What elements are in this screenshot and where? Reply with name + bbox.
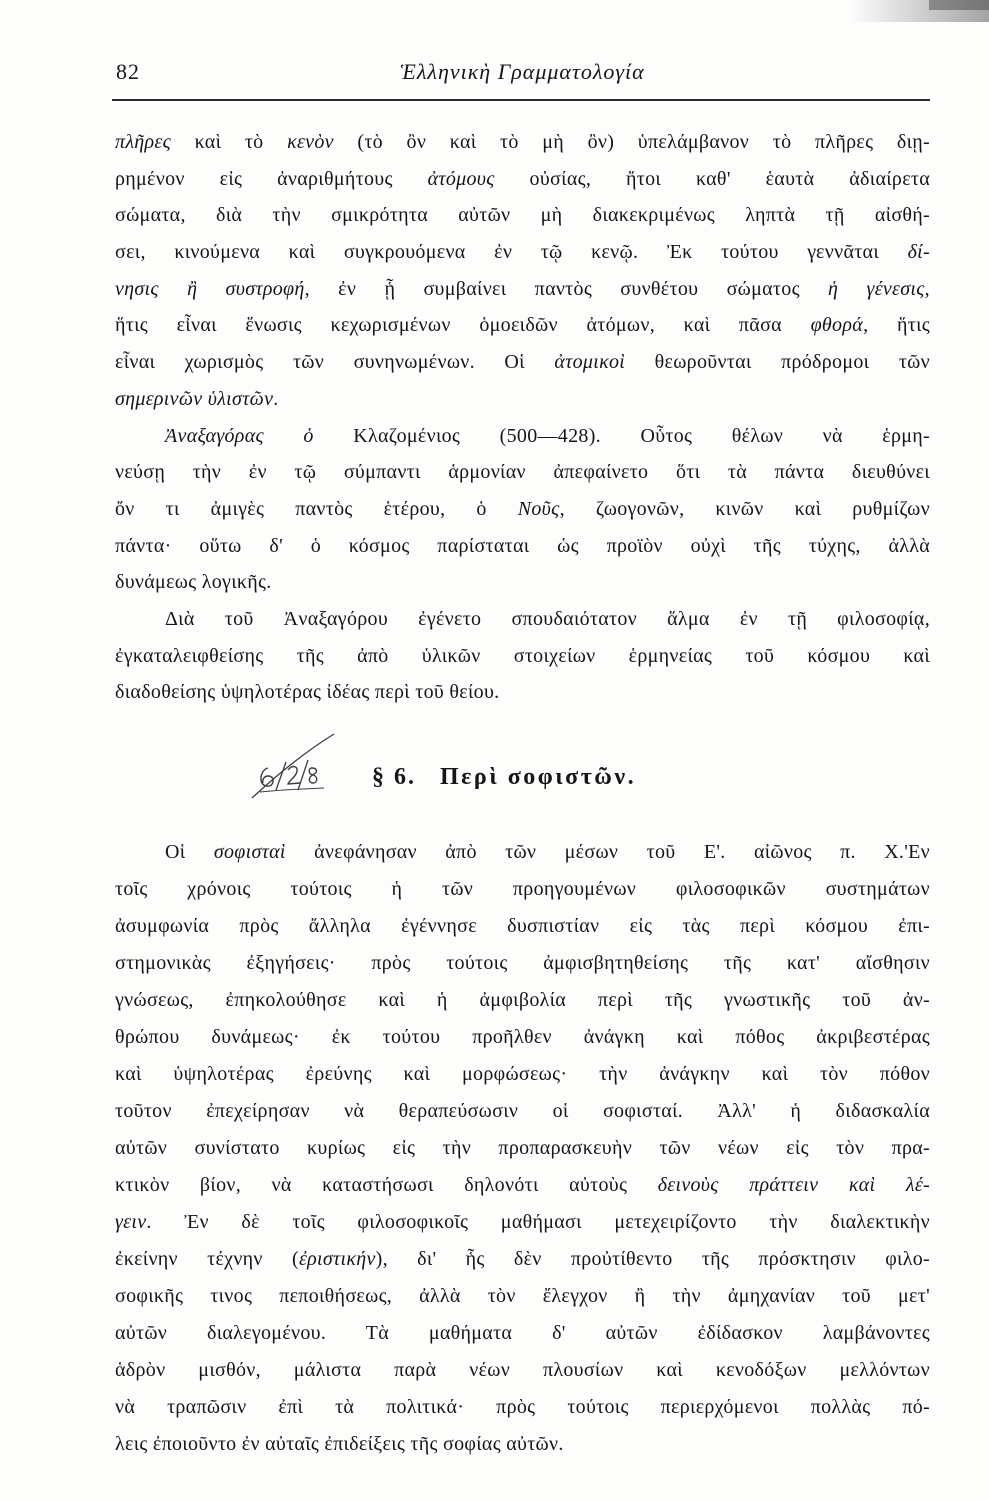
handwritten-annotation [238, 728, 338, 808]
text-run: , [924, 277, 930, 300]
italic-run: ἡ γένεσις [828, 277, 925, 300]
page-number: 82 [116, 59, 140, 84]
scan-edge-shadow-dark [929, 0, 989, 10]
text-run: πάντα· οὕτω δ' ὁ κόσμος παρίσταται ὡς προϊὸν οὐχὶ τῆς τύχης, ἀλλὰ [115, 534, 930, 557]
text-run: ἁδρὸν μισθόν, μάλιστα παρὰ νέων πλουσίων καὶ κενοδόξων μελλόντων [115, 1359, 930, 1381]
text-line [115, 307, 930, 344]
paragraph [115, 418, 930, 601]
header-rule [112, 99, 930, 101]
text-run: ἐκείνην τέχνην ( [115, 1248, 299, 1270]
text-line [115, 1241, 930, 1278]
text-run: ), δι' ἧς δὲν προὐτίθεντο τῆς πρόσκτησιν φιλο- [375, 1248, 930, 1270]
text-line [115, 124, 930, 161]
text-line [115, 601, 930, 638]
text-run: οὐσίας, ἤτοι καθ' ἑαυτὰ ἀδιαίρετα [494, 167, 930, 190]
text-line [115, 834, 930, 871]
text-line [115, 1204, 930, 1241]
italic-run: κενὸν [287, 131, 334, 153]
text-run: στημονικὰς ἐξηγήσεις· πρὸς τούτοις ἀμφισβητηθείσης τῆς κατ' αἴσθησιν [115, 952, 930, 974]
italic-run: σημερινῶν ὑλιστῶν [115, 387, 274, 410]
running-title: Ἑλληνικὴ Γραμματολογία [400, 59, 645, 84]
text-line [115, 271, 930, 308]
italic-run: ἐριστικήν [298, 1248, 376, 1270]
text-run: Κλαζομένιος (500—428). Οὗτος θέλων νὰ ἑρμη- [313, 424, 930, 447]
text-line [115, 1056, 930, 1093]
text-line [115, 197, 930, 234]
text-run: Διὰ τοῦ Ἀναξαγόρου ἐγένετο σπουδαιότατον ἅλμα ἐν τῇ φιλοσοφίᾳ, [165, 607, 930, 630]
text-run: (τὸ ὂν καὶ τὸ μὴ ὂν) ὑπελάμβανον τὸ πλῆρες διῃ- [333, 131, 930, 153]
section-heading [372, 762, 636, 792]
text-run: καὶ τὸ [171, 131, 288, 153]
text-run: θεωροῦνται πρόδρομοι τῶν [625, 351, 930, 374]
text-run: κτικὸν βίον, νὰ καταστήσωσι δηλονότι αὐτοὺς [115, 1174, 658, 1196]
text-run: σώματα, διὰ τὴν σμικρότητα αὐτῶν μὴ διακεκριμένως ληπτὰ τῇ αἰσθή- [115, 204, 930, 227]
text-line [115, 161, 930, 198]
text-block-lower [115, 834, 930, 1463]
text-run: Οἱ [165, 841, 214, 863]
text-run: διαδοθείσης ὑψηλοτέρας ἰδέας περὶ τοῦ θείου. [115, 681, 500, 704]
text-line [115, 491, 930, 528]
italic-run: γειν [115, 1211, 147, 1233]
section-title: Περὶ σοφιστῶν. [440, 764, 637, 790]
text-line [115, 908, 930, 945]
text-run: λεις ἐποιοῦντο ἐν αὐταῖς ἐπιδείξεις τῆς σοφίας αὐτῶν. [115, 1433, 564, 1455]
text-line [115, 1167, 930, 1204]
italic-run: Ἀναξαγόρας ὁ [165, 424, 314, 447]
paragraph [115, 601, 930, 711]
italic-run: Νοῦς [517, 497, 560, 520]
text-line [115, 234, 930, 271]
text-run: νεύσῃ τὴν ἐν τῷ σύμπαντι ἁρμονίαν ἀπεφαίνετο ὅτι τὰ πάντα διευθύνει [115, 461, 930, 484]
text-line [115, 454, 930, 491]
text-line [115, 1352, 930, 1389]
text-line [115, 982, 930, 1019]
text-line [115, 638, 930, 675]
text-run: ἥτις εἶναι ἕνωσις κεχωρισμένων ὁμοειδῶν ἀτόμων, καὶ πᾶσα [115, 314, 811, 337]
text-run: ὄν τι ἀμιγὲς παντὸς ἑτέρου, ὁ [115, 497, 518, 520]
text-run: αὐτῶν διαλεγομένου. Τὰ μαθήματα δ' αὐτῶν ἐδίδασκον λαμβάνοντες [115, 1322, 930, 1344]
italic-run: δεινοὺς πράττειν καὶ λέ- [657, 1174, 930, 1196]
italic-run: σοφισταὶ [213, 841, 286, 863]
text-run: ἐγκαταλειφθείσης τῆς ἀπὸ ὑλικῶν στοιχείων ἑρμηνείας τοῦ κόσμου καὶ [115, 644, 930, 667]
text-run: . Ἐν δὲ τοῖς φιλοσοφικοῖς μαθήμασι μετεχειρίζοντο τὴν διαλεκτικὴν [146, 1211, 930, 1233]
text-line [115, 564, 930, 601]
text-run: καὶ ὑψηλοτέρας ἐρεύνης καὶ μορφώσεως· τὴν ἀνάγκην καὶ τὸν πόθον [115, 1063, 930, 1085]
paragraph [115, 124, 930, 418]
italic-run: φθορά [810, 314, 864, 337]
text-line [115, 1389, 930, 1426]
italic-run: πλῆρες [115, 131, 171, 153]
italic-run: ἀτομικοὶ [554, 351, 626, 374]
text-run: αὐτῶν συνίστατο κυρίως εἰς τὴν προπαρασκευὴν τῶν νέων εἰς τὸν πρα- [115, 1137, 930, 1159]
text-run: θρώπου δυνάμεως· ἐκ τούτου προῆλθεν ἀνάγκη καὶ πόθος ἀκριβεστέρας [115, 1026, 930, 1048]
text-run: , ἐν ᾗ συμβαίνει παντὸς συνθέτου σώματος [304, 277, 829, 300]
text-run: ἀνεφάνησαν ἀπὸ τῶν μέσων τοῦ Ε'. αἰῶνος π. Χ.'Εν [285, 841, 930, 863]
text-run: δυνάμεως λογικῆς. [115, 571, 272, 594]
text-line [115, 1315, 930, 1352]
paragraph [115, 834, 930, 1463]
text-line [115, 1093, 930, 1130]
italic-run: ἀτόμους [427, 167, 495, 190]
text-line [115, 1130, 930, 1167]
text-run: τοῖς χρόνοις τούτοις ἡ τῶν προηγουμένων φιλοσοφικῶν συστημάτων [115, 878, 930, 900]
text-line [115, 381, 930, 418]
text-run: , ἥτις [863, 314, 930, 337]
section-number: § 6. [372, 764, 416, 790]
text-run: γνώσεως, ἐπηκολούθησε καὶ ἡ ἀμφιβολία περὶ τῆς γνωστικῆς τοῦ ἀν- [115, 989, 930, 1011]
italic-run: νησις ἢ συστροφή [115, 277, 305, 300]
text-run: νὰ τραπῶσιν ἐπὶ τὰ πολιτικά· πρὸς τούτοις περιερχόμενοι πολλὰς πό- [115, 1396, 930, 1418]
text-line [115, 344, 930, 381]
text-line [115, 871, 930, 908]
text-line [115, 1278, 930, 1315]
text-run: ἀσυμφωνία πρὸς ἄλληλα ἐγέννησε δυσπιστίαν εἰς τὰς περὶ κόσμου ἐπι- [115, 915, 930, 937]
text-line [115, 528, 930, 565]
text-run: σοφικῆς τινος πεποιθήσεως, ἀλλὰ τὸν ἔλεγχον ἢ τὴν ἀμηχανίαν τοῦ μετ' [115, 1285, 930, 1307]
text-line [115, 1019, 930, 1056]
text-run: τοῦτον ἐπεχείρησαν νὰ θεραπεύσωσιν οἱ σοφισταί. Ἀλλ' ἡ διδασκαλία [115, 1100, 930, 1122]
text-line [115, 674, 930, 711]
text-block-upper [115, 124, 930, 711]
text-line [115, 418, 930, 455]
text-run: ρημένον εἰς ἀναριθμήτους [115, 167, 428, 190]
text-run: , ζωογονῶν, κινῶν καὶ ρυθμίζων [559, 497, 930, 520]
text-run: . [273, 387, 279, 410]
italic-run: δί- [907, 241, 930, 264]
text-line [115, 1426, 930, 1463]
text-run: εἶναι χωρισμὸς τῶν συνηνωμένων. Οἱ [115, 351, 555, 374]
text-run: σει, κινούμενα καὶ συγκρουόμενα ἐν τῷ κενῷ. Ἐκ τούτου γεννᾶται [115, 241, 908, 264]
text-line [115, 945, 930, 982]
